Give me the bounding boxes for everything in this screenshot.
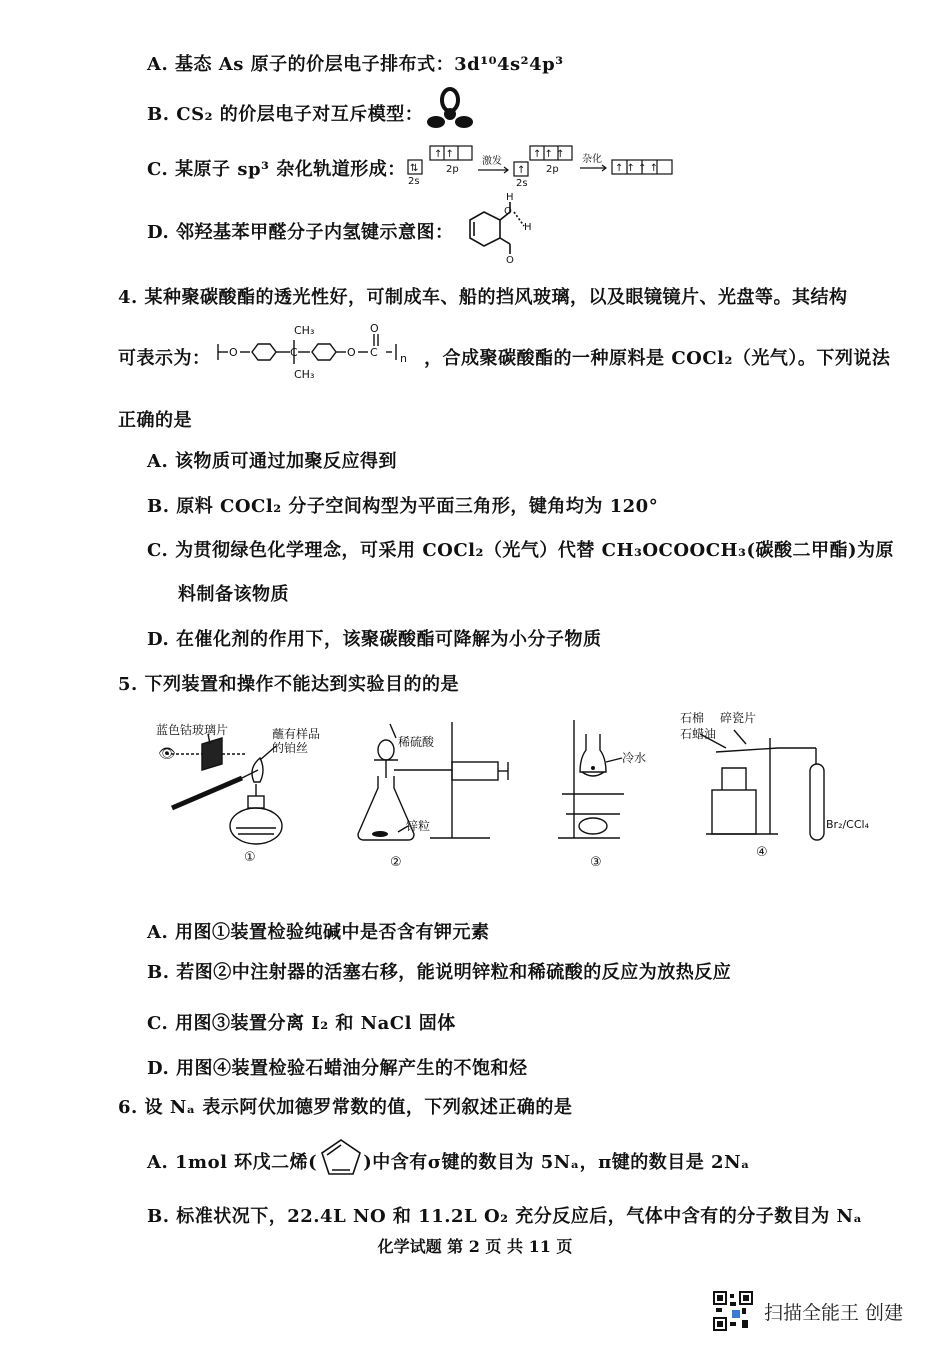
option-text: 原料 COCl₂ 分子空间构型为平面三角形，键角均为 120° bbox=[176, 496, 659, 517]
figure-2-syringe bbox=[350, 712, 510, 870]
svg-text:n: n bbox=[400, 352, 407, 365]
figure-1-flame-test bbox=[150, 720, 340, 868]
figure-1-wire-label: 蘸有样品 bbox=[272, 727, 321, 741]
methyl-label-bottom: CH₃ bbox=[294, 368, 315, 381]
option-text: 基态 As 原子的价层电子排布式：3d¹⁰4s²4p³ bbox=[175, 54, 564, 75]
option-label: C. bbox=[147, 1013, 169, 1034]
option-label: A. bbox=[147, 922, 169, 943]
figure-3-water-label: 冷水 bbox=[622, 751, 647, 765]
svg-text:↑ ↑ ↑: ↑ ↑ ↑ bbox=[533, 149, 565, 160]
svg-text:H: H bbox=[524, 222, 532, 233]
svg-text:O: O bbox=[506, 255, 514, 264]
svg-text:↑ ↑: ↑ ↑ bbox=[434, 149, 454, 160]
q4-stem-post: ，合成聚碳酸酯的一种原料是 COCl₂（光气）。下列说法 bbox=[424, 348, 891, 369]
figure-4-reagent-label: Br₂/CCl₄ bbox=[826, 818, 870, 831]
option-label: C. bbox=[147, 540, 169, 561]
q6-option-b: B. 标准状况下，22.4L NO 和 11.2L O₂ 充分反应后，气体中含有的分子数目为 Nₐ bbox=[147, 1206, 863, 1227]
q4-stem-line3: 正确的是 bbox=[118, 410, 192, 431]
q3-option-b bbox=[147, 100, 423, 126]
q4-option-a bbox=[147, 447, 397, 473]
option-text: 为贯彻绿色化学理念，可采用 COCl₂（光气）代替 CH₃OCOOCH₃(碳酸二甲酯)为原 bbox=[175, 540, 894, 561]
figure-4-paraffin-label: 石蜡油 bbox=[680, 727, 717, 741]
q4-option-b bbox=[147, 492, 658, 518]
cyclopentadiene-structure bbox=[318, 1136, 364, 1178]
q5-option-a bbox=[147, 918, 490, 944]
q3-option-c bbox=[147, 155, 406, 181]
q5-option-b bbox=[147, 958, 731, 984]
q4-stem-line1: 4. 某种聚碳酸酯的透光性好，可制成车、船的挡风玻璃，以及眼镜镜片、光盘等。其结构 bbox=[118, 287, 848, 308]
svg-text:O: O bbox=[504, 206, 512, 217]
svg-text:H: H bbox=[506, 192, 514, 203]
scanner-watermark bbox=[712, 1290, 903, 1332]
option-text: 某原子 sp³ 杂化轨道形成： bbox=[175, 159, 406, 180]
watermark-text: 扫描全能王 创建 bbox=[764, 1301, 904, 1324]
option-text: 用图③装置分离 I₂ 和 NaCl 固体 bbox=[175, 1013, 456, 1034]
svg-text:↑ ↑ ↑ ↑: ↑ ↑ ↑ ↑ bbox=[615, 163, 659, 174]
option-label: D. bbox=[147, 222, 170, 243]
svg-text:O: O bbox=[370, 322, 379, 335]
excite-label: 激发 bbox=[482, 156, 502, 167]
q6-stem: 6. 设 Nₐ 表示阿伏加德罗常数的值，下列叙述正确的是 bbox=[118, 1097, 573, 1118]
svg-text:O: O bbox=[229, 346, 238, 359]
polycarbonate-structure bbox=[214, 320, 414, 384]
option-text: 料制备该物质 bbox=[178, 584, 289, 605]
svg-text:C: C bbox=[370, 346, 378, 359]
option-label: B. bbox=[147, 962, 170, 983]
svg-text:↑: ↑ bbox=[517, 165, 526, 176]
figure-4-asbestos-label: 石棉 bbox=[680, 711, 705, 725]
q5-option-d bbox=[147, 1054, 528, 1080]
figure-1-wire-label-2: 的铂丝 bbox=[272, 741, 309, 755]
qr-code-icon bbox=[712, 1290, 756, 1332]
svg-text:O: O bbox=[347, 346, 356, 359]
q4-stem-pre: 可表示为： bbox=[118, 348, 211, 369]
q5-stem: 5. 下列装置和操作不能达到实验目的的是 bbox=[118, 674, 460, 695]
figure-4-porcelain-label: 碎瓷片 bbox=[720, 711, 757, 725]
svg-text:👁: 👁 bbox=[158, 746, 176, 762]
option-label: D. bbox=[147, 629, 170, 650]
hydrogen-bond-structure bbox=[466, 192, 536, 264]
figure-4-number: ④ bbox=[756, 845, 768, 860]
option-text: 邻羟基苯甲醛分子内氢键示意图： bbox=[176, 222, 454, 243]
figure-3-number: ③ bbox=[590, 855, 602, 870]
figure-1-glass-label: 蓝色钴玻璃片 bbox=[156, 723, 229, 737]
option-text: 在催化剂的作用下，该聚碳酸酯可降解为小分子物质 bbox=[176, 629, 602, 650]
orbital-2s-label-2: 2s bbox=[516, 178, 528, 188]
figure-1-number: ① bbox=[244, 850, 256, 865]
option-text: 该物质可通过加聚反应得到 bbox=[175, 451, 398, 472]
svg-text:C: C bbox=[290, 346, 298, 359]
option-label: D. bbox=[147, 1058, 170, 1079]
option-label: B. bbox=[147, 496, 170, 517]
figure-3-sublimation bbox=[550, 714, 660, 870]
option-text: 用图④装置检验石蜡油分解产生的不饱和烃 bbox=[176, 1058, 528, 1079]
option-label: C. bbox=[147, 159, 169, 180]
q4-option-d bbox=[147, 625, 602, 651]
figure-2-zinc-label: 锌粒 bbox=[406, 819, 431, 833]
hybrid-label: 杂化 bbox=[582, 154, 602, 165]
q4-option-c-cont bbox=[178, 580, 289, 606]
q3-option-d bbox=[147, 218, 454, 244]
option-text: 若图②中注射器的活塞右移，能说明锌粒和稀硫酸的反应为放热反应 bbox=[176, 962, 732, 983]
figure-4-cracking bbox=[676, 708, 890, 868]
option-label: B. bbox=[147, 104, 170, 125]
vsepr-model-figure bbox=[424, 86, 476, 132]
orbital-2p-label-2: 2p bbox=[546, 164, 559, 175]
svg-text:⇅: ⇅ bbox=[410, 163, 419, 174]
option-label: A. bbox=[147, 54, 169, 75]
q6-option-a-pre: A. 1mol 环戊二烯( bbox=[147, 1152, 318, 1173]
orbital-2p-label: 2p bbox=[446, 164, 459, 175]
methyl-label-top: CH₃ bbox=[294, 324, 315, 337]
q6-option-a bbox=[147, 1148, 750, 1174]
q3-option-a bbox=[147, 50, 564, 76]
orbital-diagram bbox=[404, 142, 676, 188]
page-footer: 化学试题 第 2 页 共 11 页 bbox=[377, 1237, 573, 1256]
option-label: A. bbox=[147, 451, 169, 472]
option-text: CS₂ 的价层电子对互斥模型： bbox=[176, 104, 424, 125]
q5-option-c bbox=[147, 1009, 456, 1035]
q4-option-c bbox=[147, 536, 894, 562]
orbital-2s-label: 2s bbox=[408, 176, 420, 187]
figure-2-acid-label: 稀硫酸 bbox=[398, 735, 435, 749]
option-text: 用图①装置检验纯碱中是否含有钾元素 bbox=[175, 922, 490, 943]
q6-option-a-post: )中含有σ键的数目为 5Nₐ，π键的数目是 2Nₐ bbox=[363, 1152, 750, 1173]
figure-2-number: ② bbox=[390, 855, 402, 870]
